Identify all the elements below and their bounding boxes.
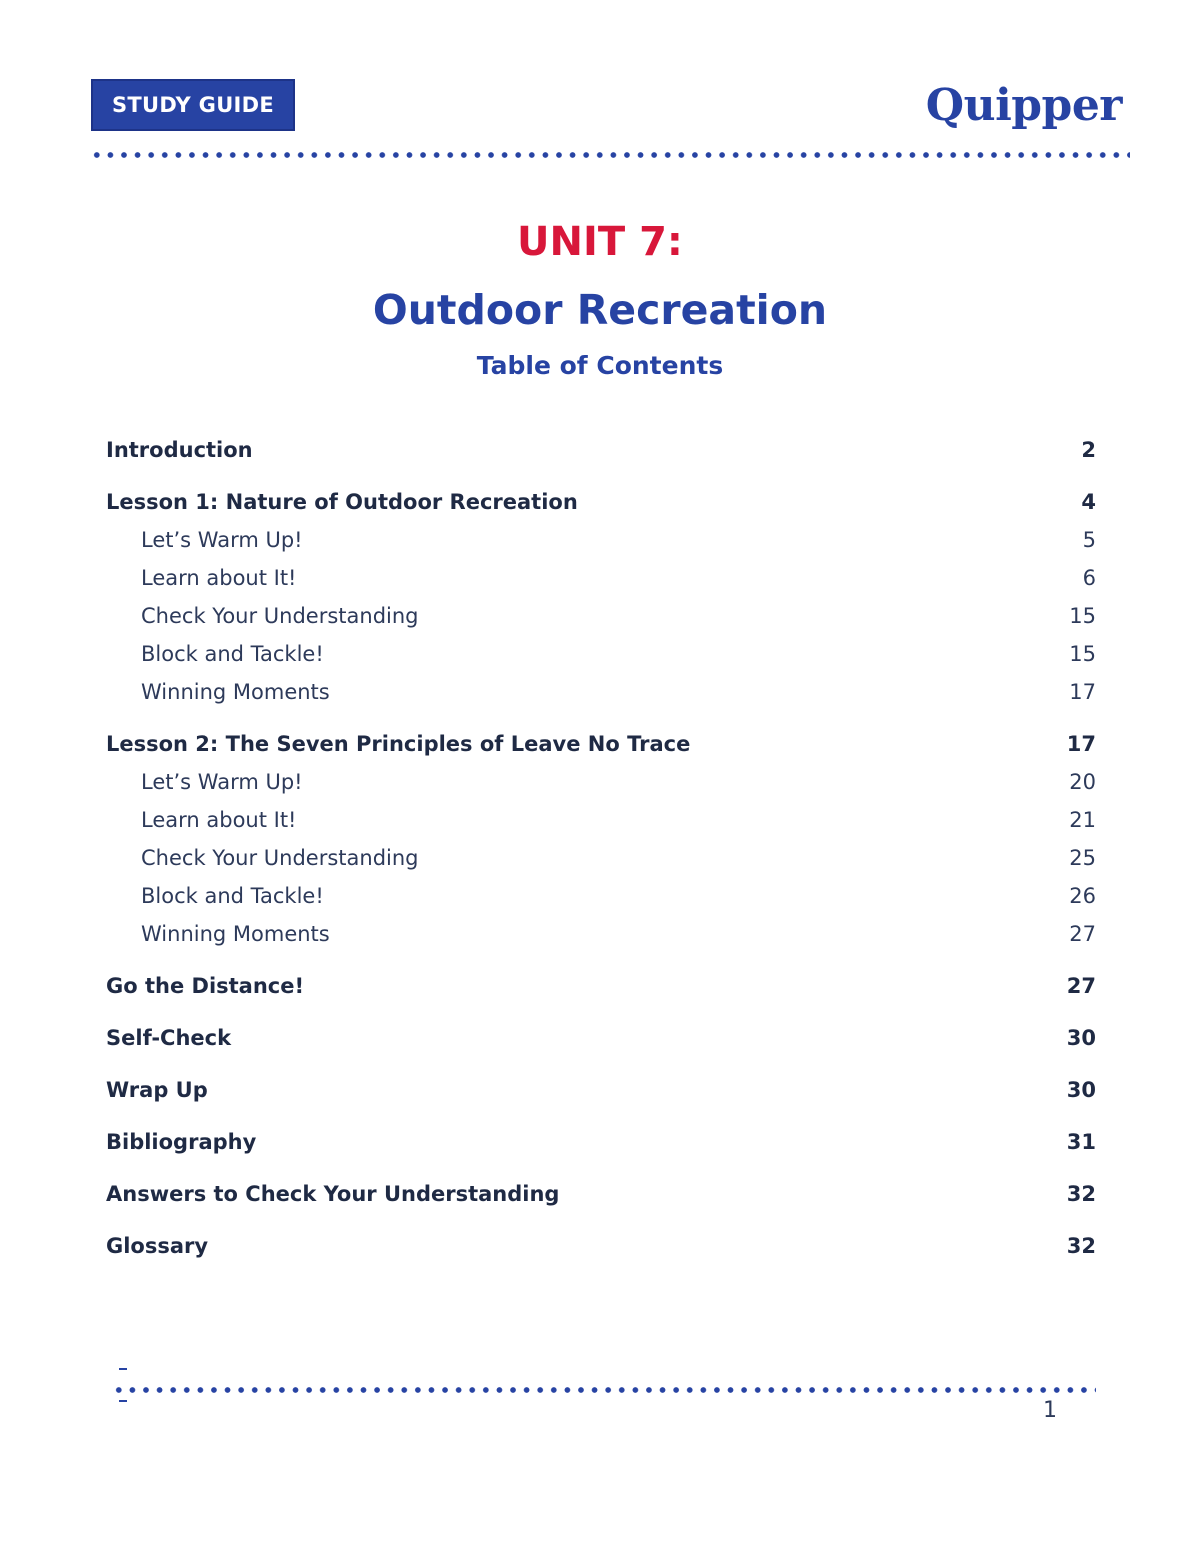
toc-entry-page: 20 [1069, 770, 1096, 794]
toc-entry-label: Bibliography [106, 1130, 257, 1154]
toc-entry-page: 6 [1082, 566, 1096, 590]
toc-entry-label: Introduction [106, 438, 253, 462]
toc-subentry[interactable] [106, 673, 1096, 711]
toc-entry-label: Learn about It! [141, 808, 297, 832]
footer-dotted-divider [112, 1387, 1096, 1393]
toc-subentry[interactable] [106, 839, 1096, 877]
footer-tick-mark [119, 1368, 127, 1370]
toc-entry-page: 26 [1069, 884, 1096, 908]
toc-entry-page: 15 [1069, 642, 1096, 666]
title-block [0, 210, 1200, 386]
toc-entry-label: Go the Distance! [106, 974, 305, 998]
toc-entry-label: Block and Tackle! [141, 642, 324, 666]
toc-entry-label: Winning Moments [141, 680, 330, 704]
toc-entry-page: 15 [1069, 604, 1096, 628]
toc-subentry[interactable] [106, 915, 1096, 953]
toc-entry-label: Check Your Understanding [141, 846, 419, 870]
toc-entry[interactable] [106, 967, 1096, 1005]
toc-entry-page: 4 [1081, 490, 1096, 514]
toc-entry[interactable] [106, 1019, 1096, 1057]
toc-entry-label: Lesson 2: The Seven Principles of Leave No Trace [106, 732, 691, 756]
toc-entry-page: 31 [1066, 1130, 1096, 1154]
unit-title: Outdoor Recreation [372, 286, 828, 334]
toc-entry-label: Self-Check [106, 1026, 232, 1050]
toc-entry-page: 32 [1066, 1182, 1096, 1206]
toc-subentry[interactable] [106, 559, 1096, 597]
unit-number: UNIT 7: [517, 219, 683, 265]
toc-entry[interactable] [106, 431, 1096, 469]
toc-entry-page: 30 [1066, 1078, 1096, 1102]
toc-entry-label: Let’s Warm Up! [141, 528, 303, 552]
toc-entry-page: 5 [1082, 528, 1096, 552]
header-dotted-divider [90, 152, 1130, 158]
toc-entry-page: 2 [1081, 438, 1096, 462]
toc-entry-label: Answers to Check Your Understanding [106, 1182, 560, 1206]
toc-entry[interactable] [106, 725, 1096, 763]
toc-subentry[interactable] [106, 877, 1096, 915]
toc-subentry[interactable] [106, 801, 1096, 839]
toc-subentry[interactable] [106, 635, 1096, 673]
toc-entry-label: Glossary [106, 1234, 209, 1258]
toc-entry[interactable] [106, 1227, 1096, 1265]
toc-entry-label: Lesson 1: Nature of Outdoor Recreation [106, 490, 578, 514]
toc-entry-page: 27 [1066, 974, 1096, 998]
toc-entry-page: 17 [1069, 680, 1096, 704]
footer-tick-mark [119, 1400, 127, 1402]
table-of-contents [106, 431, 1096, 1265]
toc-subentry[interactable] [106, 763, 1096, 801]
toc-entry-page: 25 [1069, 846, 1096, 870]
toc-entry-page: 27 [1069, 922, 1096, 946]
toc-entry[interactable] [106, 1071, 1096, 1109]
toc-entry[interactable] [106, 1123, 1096, 1161]
toc-entry-label: Winning Moments [141, 922, 330, 946]
toc-entry-page: 21 [1069, 808, 1096, 832]
toc-entry-page: 17 [1066, 732, 1096, 756]
toc-entry-label: Block and Tackle! [141, 884, 324, 908]
toc-entry-label: Learn about It! [141, 566, 297, 590]
quipper-logo: Quipper [925, 80, 1122, 131]
toc-entry[interactable] [106, 483, 1096, 521]
toc-subentry[interactable] [106, 597, 1096, 635]
toc-subentry[interactable] [106, 521, 1096, 559]
toc-entry-page: 30 [1066, 1026, 1096, 1050]
page-number: 1 [1043, 1398, 1057, 1423]
toc-entry-label: Let’s Warm Up! [141, 770, 303, 794]
toc-entry-label: Wrap Up [106, 1078, 208, 1102]
toc-entry-page: 32 [1066, 1234, 1096, 1258]
toc-heading: Table of Contents [476, 351, 724, 380]
toc-entry-label: Check Your Understanding [141, 604, 419, 628]
toc-entry[interactable] [106, 1175, 1096, 1213]
study-guide-badge: STUDY GUIDE [91, 79, 295, 131]
